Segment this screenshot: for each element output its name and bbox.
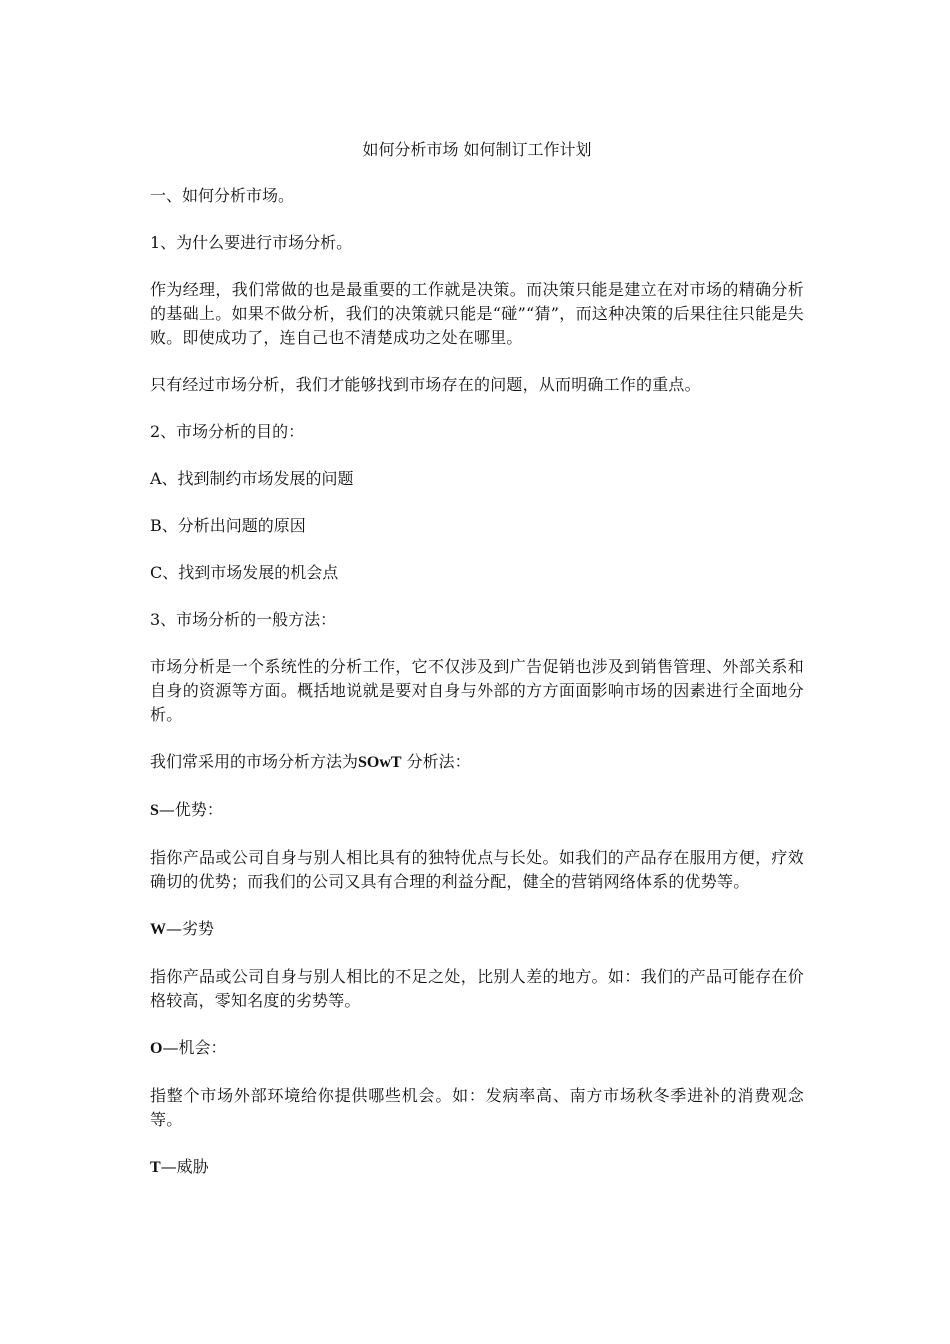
- t-letter: T: [150, 1159, 161, 1176]
- w-description: 指你产品或公司自身与别人相比的不足之处，比别人差的地方。如：我们的产品可能存在价格较高，零知名度的劣势等。: [150, 967, 804, 1010]
- list-item-a: A、找到制约市场发展的问题: [150, 469, 354, 488]
- section-heading: 一、如何分析市场。: [150, 186, 295, 205]
- subsection-heading-why: 1、为什么要进行市场分析。: [150, 233, 353, 252]
- o-label: —机会：: [162, 1038, 227, 1057]
- o-heading: [150, 1036, 804, 1061]
- s-heading: [150, 798, 804, 823]
- s-letter: S: [150, 802, 159, 819]
- list-item-c: C、找到市场发展的机会点: [150, 563, 339, 582]
- s-label: —优势：: [158, 800, 223, 819]
- w-letter: W: [150, 921, 166, 938]
- subsection-heading-purpose: 2、市场分析的目的：: [150, 422, 305, 441]
- subsection-heading-method: 3、市场分析的一般方法：: [150, 610, 337, 629]
- s-description: 指你产品或公司自身与别人相比具有的独特优点与长处。如我们的产品存在服用方便，疗效确切的优势；而我们的公司又具有合理的利益分配，健全的营销网络体系的优势等。: [150, 848, 804, 891]
- w-heading: [150, 917, 804, 942]
- sowt-intro-bold: SOwT: [358, 754, 402, 771]
- o-letter: O: [150, 1040, 163, 1057]
- paragraph-method: 市场分析是一个系统性的分析工作，它不仅涉及到广告促销也涉及到销售管理、外部关系和自身的资源等方面。概括地说就是要对自身与外部的方方面面影响市场的因素进行全面地分析。: [150, 657, 804, 724]
- document-title: 如何分析市场 如何制订工作计划: [362, 140, 592, 159]
- t-label: —威胁: [160, 1157, 209, 1176]
- t-heading: [150, 1155, 804, 1180]
- list-item-b: B、分析出问题的原因: [150, 516, 306, 535]
- paragraph-why-2: 只有经过市场分析，我们才能够找到市场存在的问题，从而明确工作的重点。: [150, 375, 701, 394]
- w-label: —劣势: [166, 919, 215, 938]
- paragraph-why-1: 作为经理，我们常做的也是最重要的工作就是决策。而决策只能是建立在对市场的精确分析的基础上。如果不做分析，我们的决策就只能是“碰”“猜”，而这种决策的后果往往只能是失败。即使成功了，连自己也不清楚成功之处在哪里。: [150, 280, 804, 347]
- sowt-intro: [150, 750, 804, 775]
- sowt-intro-prefix: 我们常采用的市场分析方法为: [150, 752, 359, 771]
- o-description: 指整个市场外部环境给你提供哪些机会。如：发病率高、南方市场秋冬季进补的消费观念等。: [150, 1086, 804, 1129]
- sowt-intro-suffix: 分析法：: [401, 752, 471, 771]
- document-content: [150, 138, 804, 1203]
